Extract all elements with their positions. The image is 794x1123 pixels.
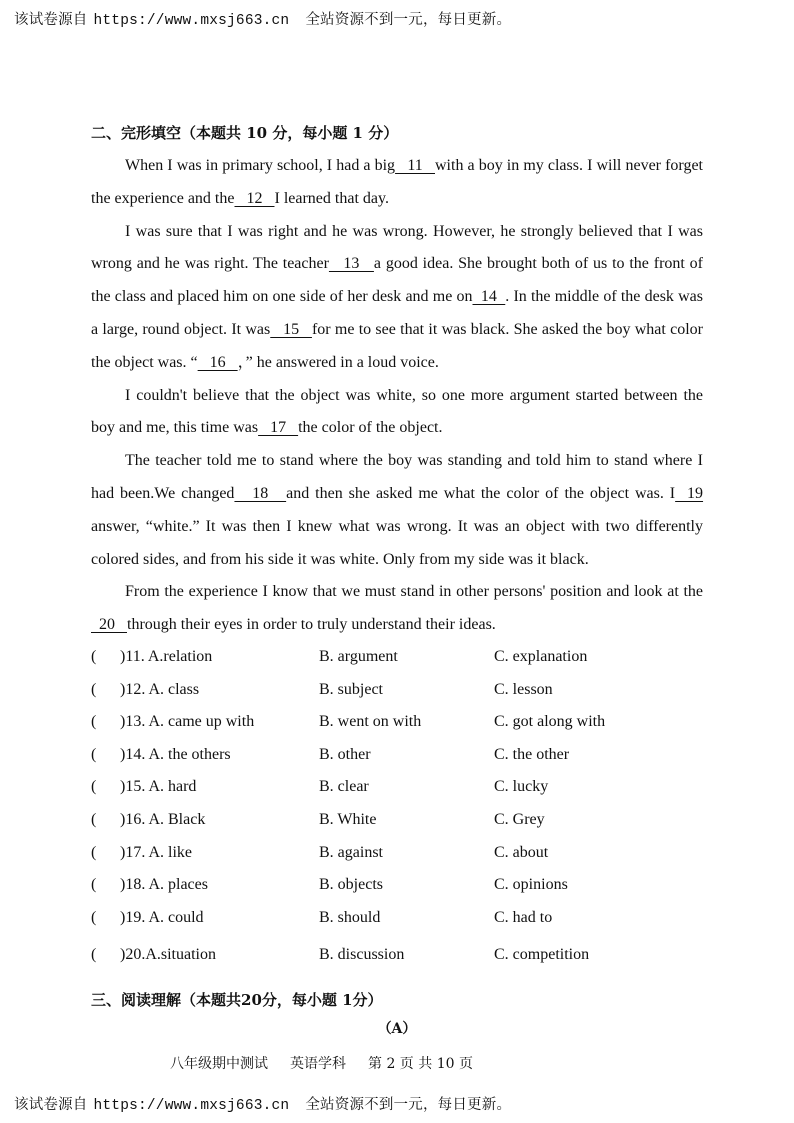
option-c: C. lucky	[494, 778, 549, 796]
option-b: B. objects	[319, 876, 383, 894]
option-a: )14. A. the others	[120, 745, 231, 763]
option-b: B. subject	[319, 680, 383, 698]
blank-number: 16	[197, 353, 238, 371]
watermark-url[interactable]: https://www.mxsj663.cn	[93, 1098, 290, 1114]
option-a: )19. A. could	[120, 908, 204, 926]
option-a: )12. A. class	[120, 680, 200, 698]
passage-text: When I was in primary school, I had a big	[125, 157, 396, 174]
cloze-passage	[91, 150, 703, 642]
passage-text: with a boy in my class. I will never forget the experience and the	[91, 157, 704, 207]
part-a-label: （A）	[377, 1021, 417, 1037]
footer-subject: 英语学科	[290, 1056, 346, 1072]
watermark-note: 全站资源不到一元，每日更新。	[305, 12, 512, 28]
option-c: C. lesson	[494, 680, 553, 698]
option-a: )15. A. hard	[120, 778, 197, 796]
footer-page: 第 2 页 共 10 页	[368, 1056, 473, 1072]
passage-text: for me to see that it was black. She asked the boy what color the object was. “	[91, 320, 703, 371]
passage-text: ，” he answered in a loud voice.	[237, 353, 439, 371]
blank-number: 20	[91, 616, 127, 634]
answer-paren: (	[91, 908, 97, 926]
option-row	[91, 741, 703, 774]
watermark-note: 全站资源不到一元，每日更新。	[305, 1097, 512, 1113]
option-c: C. the other	[494, 745, 570, 763]
footer-grade: 八年级期中测试	[170, 1056, 268, 1072]
passage-text: a good idea. She brought both of us to the front of the class and placed him on one side of her desk and me on	[91, 255, 703, 306]
option-row	[91, 643, 703, 676]
passage-text: answer, “white.” It was then I knew what was wrong. It was an object with two differently colored sides, and from his side it was white. Only from my side was it black.	[91, 517, 703, 568]
option-row	[91, 941, 703, 974]
option-a: )13. A. came up with	[120, 713, 255, 731]
answer-paren: (	[91, 745, 97, 763]
option-row	[91, 839, 703, 872]
option-b: B. discussion	[319, 946, 405, 964]
passage-paragraph	[91, 576, 703, 642]
option-c: C. Grey	[494, 810, 545, 828]
section-3-title: 三、阅读理解（本题共20分，每小题 1分）	[91, 991, 383, 1009]
option-row	[91, 904, 703, 937]
watermark-prefix: 该试卷源自	[14, 1097, 88, 1113]
passage-text: The teacher told me to stand where the boy was standing and told him to stand where I had been.We changed	[91, 452, 703, 502]
answer-paren: (	[91, 810, 97, 828]
passage-paragraph	[91, 380, 703, 446]
answer-paren: (	[91, 680, 97, 698]
option-row	[91, 806, 703, 839]
option-b: B. other	[319, 745, 371, 763]
option-a: )20.A.situation	[120, 946, 216, 964]
option-b: B. should	[319, 908, 381, 926]
answer-paren: (	[91, 946, 97, 964]
option-b: B. argument	[319, 648, 398, 665]
answer-paren: (	[91, 713, 97, 731]
passage-text: through their eyes in order to truly understand their ideas.	[127, 616, 496, 634]
passage-text: the color of the object.	[298, 419, 443, 437]
answer-paren: (	[91, 843, 97, 861]
option-row	[91, 708, 703, 741]
passage-text: From the experience I know that we must stand in other persons' position and look at the	[125, 583, 703, 601]
option-c: C. about	[494, 843, 549, 861]
section-2-title: 二、完形填空（本题共 10 分，每小题 1 分）	[91, 124, 399, 142]
blank-number: 17	[258, 419, 299, 437]
passage-text: I was sure that I was right and he was wrong. However, he strongly believed that I was wrong and he was right. The teacher	[91, 222, 703, 273]
answer-paren: (	[91, 648, 97, 665]
option-b: B. White	[319, 810, 377, 828]
option-c: C. competition	[494, 946, 590, 964]
passage-paragraph	[91, 150, 703, 216]
watermark-top	[14, 8, 511, 29]
blank-number: 15	[270, 320, 312, 338]
passage-paragraph	[91, 445, 703, 576]
watermark-prefix: 该试卷源自	[14, 12, 88, 28]
passage-paragraph	[91, 216, 703, 380]
watermark-bottom	[14, 1093, 511, 1114]
passage-text: I couldn't believe that the object was white, so one more argument started between the boy and me, this time was	[91, 386, 703, 437]
passage-text: . In the middle of the desk was a large, round object. It was	[91, 288, 704, 338]
option-a: )16. A. Black	[120, 810, 206, 828]
option-c: C. got along with	[494, 713, 606, 731]
answer-paren: (	[91, 778, 97, 796]
option-b: B. went on with	[319, 713, 422, 731]
passage-text: and then she asked me what the color of the object was. I	[286, 484, 676, 502]
answer-paren: (	[91, 876, 97, 894]
option-row	[91, 773, 703, 806]
option-row	[91, 871, 703, 904]
passage-text: I learned that day.	[274, 189, 389, 207]
option-a: )18. A. places	[120, 876, 208, 894]
page-footer	[170, 1053, 495, 1073]
option-b: B. clear	[319, 778, 369, 796]
blank-number: 11	[395, 157, 435, 174]
blank-number: 14	[472, 288, 506, 306]
option-a: )11. A.relation	[120, 648, 213, 665]
option-c: C. explanation	[494, 648, 588, 665]
blank-number: 18	[234, 484, 287, 502]
option-a: )17. A. like	[120, 843, 192, 861]
blank-number: 19	[675, 484, 704, 502]
watermark-url[interactable]: https://www.mxsj663.cn	[93, 13, 290, 29]
option-c: C. had to	[494, 908, 553, 926]
blank-number: 12	[234, 189, 275, 207]
option-c: C. opinions	[494, 876, 568, 894]
option-row	[91, 676, 703, 709]
blank-number: 13	[328, 255, 374, 273]
option-b: B. against	[319, 843, 383, 861]
cloze-options	[91, 643, 703, 974]
